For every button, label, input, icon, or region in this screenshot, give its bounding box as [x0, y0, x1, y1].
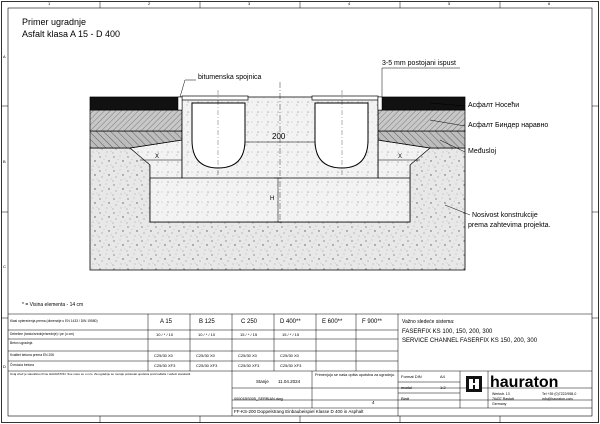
concrete-a-d400: C25/30 X0	[280, 353, 299, 358]
callout-asphalt-binder: Асфалт Биндер наравно	[468, 122, 549, 129]
thickness-a15: 10 / * / 10	[156, 332, 174, 337]
row-letter-d: D	[3, 364, 6, 369]
modul-value: 1:2	[440, 385, 446, 390]
title-line-1: Primer ugradnje	[22, 17, 87, 27]
row-header-thickness: Debeline (tanko/srednje/srednje) i pe (u cm)	[10, 332, 75, 336]
title-line-2: Asfalt klasa A 15 - D 400	[22, 29, 121, 39]
concrete-b-d400: C25/30 XF3	[280, 363, 302, 368]
class-a15: A 15	[160, 319, 173, 325]
grate-right	[312, 96, 378, 100]
address-line-1: Werkstr. 13	[492, 392, 510, 396]
stand-date: 11.04.2024	[278, 379, 301, 384]
concrete-a-b125: C25/30 X0	[196, 353, 215, 358]
footnote: * = Visina elementa - 14 cm	[22, 302, 84, 308]
binder-asphalt-right	[378, 110, 465, 131]
row-header-strength: Čvrstoća betona	[10, 363, 35, 367]
sheet-number: 4	[372, 400, 375, 405]
callout-bitumen-joint: bitumenska spojnica	[198, 74, 262, 81]
dim-h: H	[270, 196, 275, 202]
thickness-c250: 15 / * / 15	[240, 332, 258, 337]
row-header-concrete-quality: Kvalitet betona prema EN 206	[10, 353, 54, 357]
format-value: A4	[440, 374, 445, 379]
channel-right-inner	[315, 103, 368, 168]
wearing-asphalt-left	[90, 97, 182, 110]
row-letter-a: A	[3, 54, 6, 59]
col-number-5: 5	[448, 1, 451, 6]
wearing-asphalt-right	[378, 97, 465, 110]
callout-bearing-line-1: Nosivost konstrukcije	[472, 212, 538, 219]
product-label: Važno sledeće sistema:	[402, 319, 455, 325]
concrete-a-a15: C25/30 X0	[154, 353, 173, 358]
callout-expansion-gap: 3-5 mm postojani ispust	[382, 60, 456, 67]
col-number-1: 1	[48, 1, 51, 6]
thickness-b125: 10 / * / 10	[198, 332, 216, 337]
class-b125: B 125	[199, 319, 215, 325]
grate-left	[182, 96, 248, 100]
callout-interlayer: Međusloj	[468, 148, 497, 155]
dim-x-left: X	[155, 154, 160, 160]
col-number-2: 2	[148, 1, 151, 6]
email: info@hauraton.com	[542, 397, 573, 401]
product-line-1: FASERFIX KS 100, 150, 200, 300	[402, 329, 493, 335]
address-line-2: 76437 Rastatt	[492, 397, 514, 401]
drawing-caption: FF-KS-200 Doppelstrang Einbaubeispiel Klasse D 400 in Asphalt	[234, 409, 364, 414]
row-letter-c: C	[3, 264, 6, 269]
concrete-b-b125: C25/30 XF3	[196, 363, 218, 368]
doc-number: 00001BS005_SERBIAN.dwg	[234, 397, 283, 401]
product-line-2: SERVICE CHANNEL FASERFIX KS 150, 200, 300	[402, 338, 538, 344]
channel-left-inner	[192, 103, 245, 168]
modul-label: modul	[401, 385, 412, 390]
hauraton-logo-mark	[466, 376, 482, 392]
thickness-d400: 15 / * / 15	[282, 332, 300, 337]
class-e600: E 600**	[322, 319, 343, 325]
col-number-4: 4	[348, 1, 351, 6]
dim-x-right: X	[398, 154, 403, 160]
format-label: Format DIN	[401, 374, 422, 379]
concrete-a-c250: C25/30 X0	[238, 353, 257, 358]
legal-notes: Ovaj crtež je vlasništvo firme HAURATON. Sve mere su u mm. Za ugradnju se moraju poštovati uputstva proizvođača i važeći standardi.	[10, 372, 191, 376]
remark: Primenjuju se naša opšta uputstva za ugradnju.	[315, 373, 395, 377]
address-line-3: Germany	[492, 402, 507, 406]
col-number-3: 3	[248, 1, 251, 6]
row-header-load-class: Klasi opterećenja prema (dimenzije u EN 1433 / DIN 19580)	[10, 319, 98, 323]
class-f900: F 900**	[362, 319, 383, 325]
blatt-label: Blatt	[401, 396, 410, 401]
row-letter-b: B	[3, 159, 6, 164]
concrete-b-c250: C25/30 XF3	[238, 363, 260, 368]
binder-asphalt-left	[90, 110, 182, 131]
row-header-concrete-install: Beton ugradnja	[10, 341, 33, 345]
dim-width-200: 200	[272, 132, 286, 141]
class-d400: D 400**	[280, 319, 301, 325]
class-c250: C 250	[241, 319, 258, 325]
callout-bearing-line-2: prema zahtevima projekta.	[468, 222, 551, 229]
hauraton-logo: hauraton	[490, 374, 559, 391]
concrete-b-a15: C25/30 XF3	[154, 363, 176, 368]
col-number-6: 6	[548, 1, 551, 6]
telephone: Tel +39 (0)7222/958-0	[542, 392, 577, 396]
callout-asphalt-top: Асфалт Носећи	[468, 102, 520, 109]
stand-label: Stanje	[256, 379, 269, 384]
